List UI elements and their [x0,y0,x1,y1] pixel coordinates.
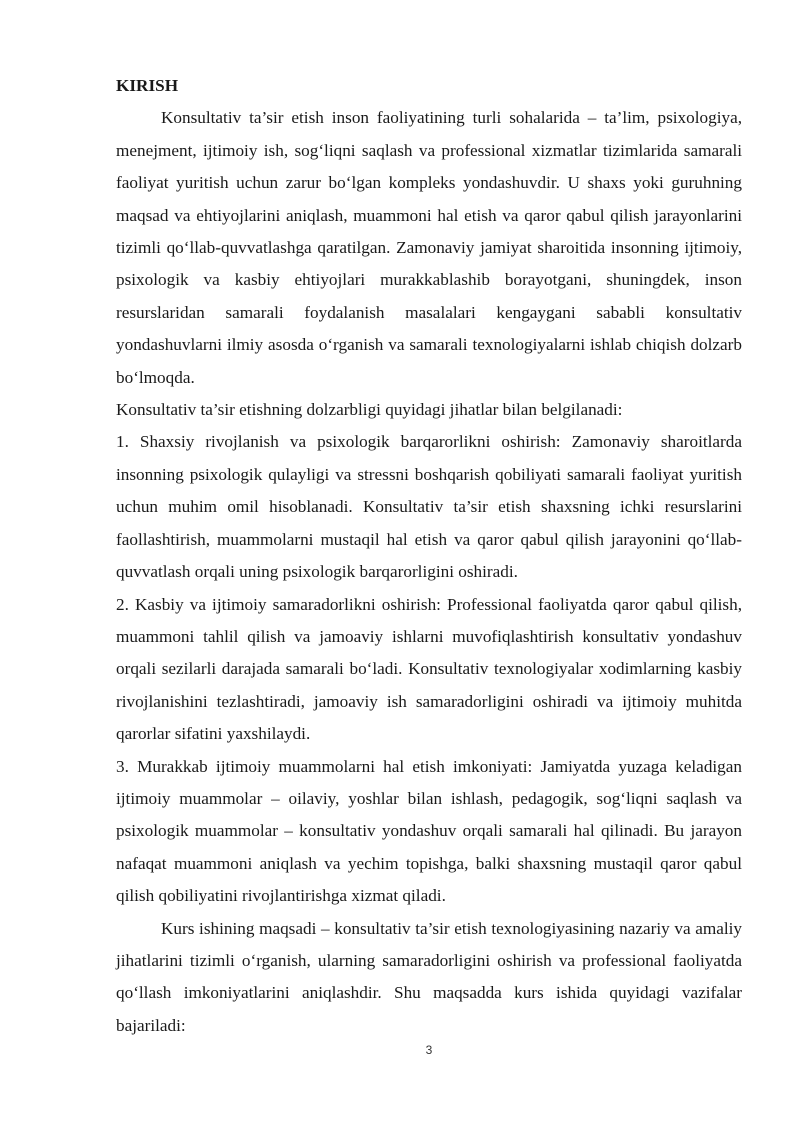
paragraph-item-1: 1. Shaxsiy rivojlanish va psixologik barqarorlikni oshirish: Zamonaviy sharoitlarda insonning psixologik qulayligi va stressni boshqarish qobiliyati samarali faoliyat yuritish uchun muhim omil hisoblanadi. Konsultativ ta’sir etish shaxsning ichki resurslarini faollashtirish, muammolarni mustaqil hal etish va qaror qabul qilish jarayonini qo‘llab-quvvatlash orqali uning psixologik barqarorligini oshiradi. [116,432,742,582]
paragraph-item-2: 2. Kasbiy va ijtimoiy samaradorlikni oshirish: Professional faoliyatda qaror qabul qilish, muammoni tahlil qilish va jamoaviy ishlarni muvofiqlashtirish konsultativ yondashuv orqali sezilarli darajada samarali bo‘ladi. Konsultativ texnologiyalar xodimlarning kasbiy rivojlanishini tezlashtiradi, jamoaviy ish samaradorligini oshiradi va ijtimoiy muhitda qarorlar sifatini yaxshilaydi. [116,594,742,744]
paragraph-intro: Konsultativ ta’sir etish inson faoliyatining turli sohalarida – ta’lim, psixologiya, menejment, ijtimoiy ish, sog‘liqni saqlash va professional xizmatlar tizimlarida samarali faoliyat yuritish uchun zarur bo‘lgan kompleks yondashuvdir. U shaxs yoki guruhning maqsad va ehtiyojlarini aniqlash, muammoni hal etish va qaror qabul qilish jarayonlarini tizimli qo‘llab-quvvatlashga qaratilgan. Zamonaviy jamiyat sharoitida insonning ijtimoiy, psixologik va kasbiy ehtiyojlari murakkablashib borayotgani, shuningdek, inson resurslaridan samarali foydalanish masalalari kengaygani sababli konsultativ yondashuvlarni ilmiy asosda o‘rganish va samarali texnologiyalarni ishlab chiqish dolzarb bo‘lmoqda. [116,108,742,387]
document-page [116,70,742,1042]
paragraph-relevance-lead: Konsultativ ta’sir etishning dolzarbligi quyidagi jihatlar bilan belgilanadi: [116,400,623,420]
paragraph-goal: Kurs ishining maqsadi – konsultativ ta’sir etish texnologiyasining nazariy va amaliy jihatlarini tizimli o‘rganish, ularning samaradorligini oshirish va professional faoliyatda qo‘llash imkoniyatlarini aniqlashdir. Shu maqsadda kurs ishida quyidagi vazifalar bajariladi: [116,918,742,1035]
section-heading: KIRISH [116,76,179,95]
paragraph-item-3: 3. Murakkab ijtimoiy muammolarni hal etish imkoniyati: Jamiyatda yuzaga keladigan ijtimoiy muammolar – oilaviy, yoshlar bilan ishlash, pedagogik, sog‘liqni saqlash va psixologik muammolar – konsultativ yondashuv orqali samarali hal qilinadi. Bu jarayon nafaqat muammoni aniqlash va yechim topishga, balki shaxsning mustaqil qaror qabul qilish qobiliyatini rivojlantirishga xizmat qiladi. [116,756,742,906]
page-number: 3 [425,1043,433,1057]
